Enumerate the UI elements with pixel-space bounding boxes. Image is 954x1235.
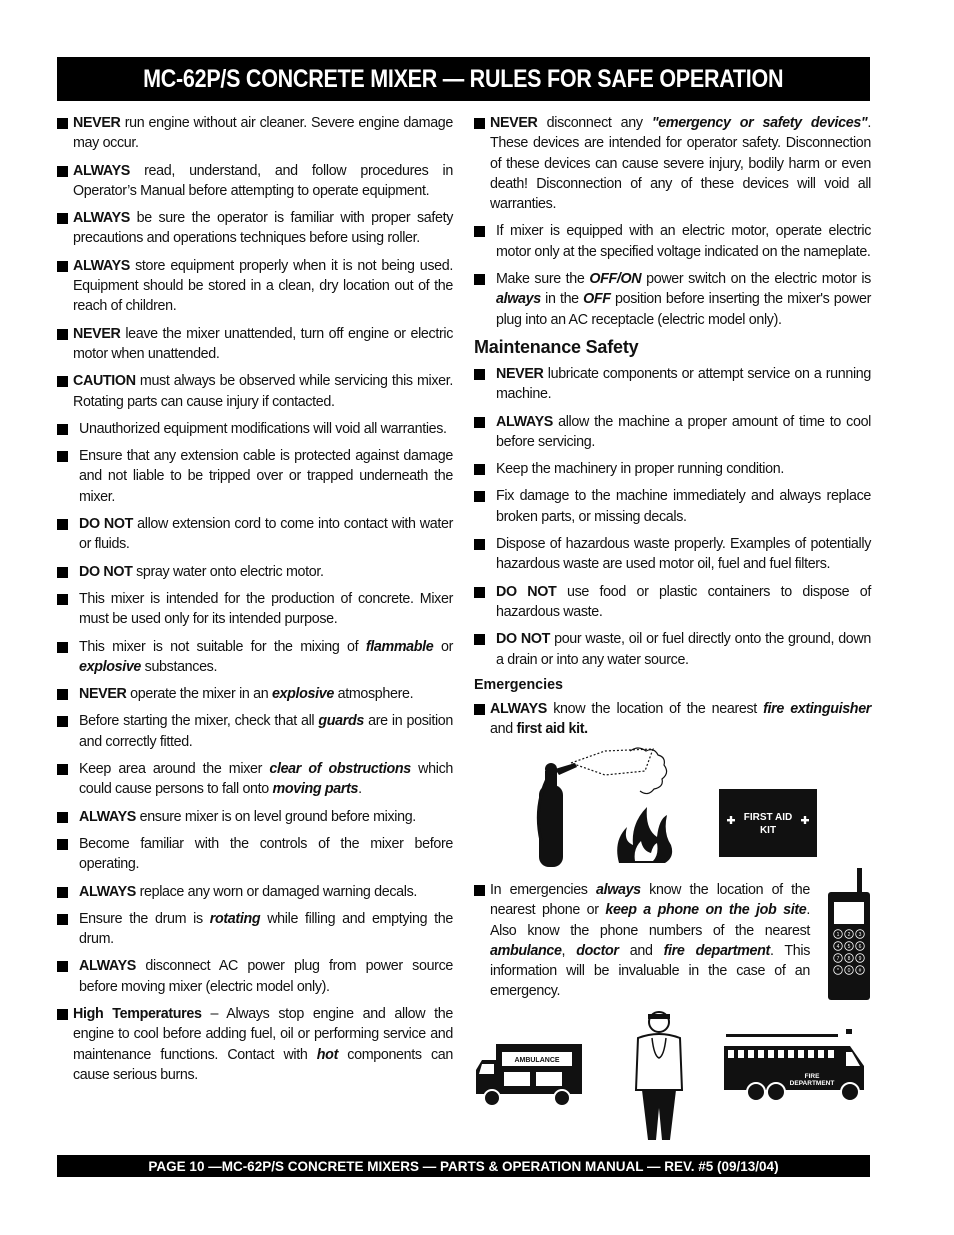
rule-text: or [433,638,453,655]
rule-keyword: ALWAYS [73,257,130,274]
rule-emphasis: flammable [365,638,434,655]
bullet-icon [57,961,68,972]
ladder-rail [726,1034,838,1037]
phone-key-label: 5 [847,944,851,950]
rule-emphasis: keep a phone on the job site [605,902,807,919]
bullet-icon [57,424,68,435]
plus-icon [730,816,732,824]
fire-truck-window [798,1050,804,1058]
rule-text: Dispose of hazardous waste properly. Examples of potentially hazardous waste are used motor oil, fuel and fuel filters. [496,536,871,573]
doctor-coat [636,1034,682,1090]
fire-extinguisher-illustration [535,745,680,870]
wheel-icon [484,1090,500,1106]
rule-text: Ensure that any extension cable is protected against damage and not liable to be tripped over or trapped underneath the mixer. [79,448,453,505]
rule-emphasis: fire extinguisher [763,700,872,717]
rule-item [57,1004,453,1085]
rule-text: store equipment properly when it is not being used. Equipment should be stored in a clean, dry location out of the reach of children. [73,257,453,315]
right-column [474,113,871,746]
rule-text: operate the mixer in an [126,686,272,703]
rule-text: must always be observed while servicing this mixer. Rotating parts can cause injury if contacted. [73,373,453,410]
rule-keyword: ALWAYS [79,883,136,900]
rule-keyword: NEVER [496,365,544,382]
bullet-icon [57,594,68,605]
phone-key-label: 6 [858,944,862,950]
first-aid-box [719,789,817,857]
phone-screen [834,902,864,924]
phone-key-label: 9 [858,956,862,962]
rule-keyword: NEVER [73,115,121,131]
rule-item [57,882,453,902]
page-title-bar [57,57,870,101]
rule-text: . [358,781,362,798]
bullet-icon [474,491,485,502]
fire-truck-window [808,1050,814,1058]
rule-text: Keep the machinery in proper running condition. [496,461,784,478]
rule-text: know the location of the nearest phone or [490,882,810,919]
siren-light [846,1029,852,1034]
bullet-icon [57,261,68,272]
fire-label: FIRE [804,1073,820,1080]
department-label: DEPARTMENT [789,1080,835,1087]
bullet-icon [474,417,485,428]
rule-text: while filling and emptying the drum. [79,910,453,948]
rule-item [474,269,871,330]
rule-item [57,113,453,154]
rule-item [57,909,453,950]
rule-text: This mixer is intended for the production of concrete. Mixer must be used only for its intended purpose. [79,590,453,628]
rule-keyword: DO NOT [79,563,133,580]
phone-key-label: 2 [847,932,851,938]
rule-keyword: NEVER [79,686,127,703]
doctor-head-mirror [648,1014,670,1019]
rule-keyword: ALWAYS [496,413,553,430]
phone-key-label: 8 [847,956,851,962]
fire-truck-window [788,1050,794,1058]
bullet-icon [57,764,68,775]
rule-item [474,486,871,527]
rule-emphasis: moving parts [272,781,359,798]
fire-truck-window [748,1050,754,1058]
rule-text: . Also know the phone numbers of the nearest [490,902,810,939]
bullet-icon [474,274,485,285]
bullet-icon [57,567,68,578]
emergency-phone-paragraph [474,880,810,1009]
rule-text: leave the mixer unattended, turn off engine or electric motor when unattended. [73,325,453,362]
rule-text: Become familiar with the controls of the mixer before operating. [79,835,453,873]
rule-text: allow the machine a proper amount of time to cool before servicing. [496,413,871,450]
extinguisher-body [539,785,563,867]
rule-item [474,534,871,575]
rule-item [474,699,871,740]
bullet-icon [57,642,68,653]
rule-keyword: DO NOT [496,631,550,648]
phone-key-label: 7 [836,956,840,962]
rule-emphasis: OFF/ON [589,271,642,288]
bullet-icon [57,213,68,224]
rule-item [474,113,871,214]
rule-item [57,208,453,249]
rule-item [57,256,453,317]
bullet-icon [57,118,68,129]
rule-keyword: ALWAYS [79,808,136,825]
rule-keyword: ALWAYS [79,958,136,975]
bullet-icon [474,539,485,550]
rule-item [57,956,453,997]
rule-text: be sure the operator is familiar with proper safety precautions and operations techniques before using roller. [73,210,453,247]
rule-emphasis: always [595,882,641,898]
rule-text: are in position and correctly fitted. [79,713,453,750]
rule-item [57,419,453,439]
fire-truck-window [818,1050,824,1058]
fire-truck-window [828,1050,834,1058]
rule-item [474,880,810,1002]
rule-text: power switch on the electric motor is [641,271,871,288]
rule-keyword: DO NOT [496,583,557,600]
mobile-phone-illustration [826,868,872,1002]
rule-text: This mixer is not suitable for the mixing of [79,638,366,655]
phone-key-label: 3 [858,932,862,938]
rule-text: . These devices are intended for operator safety. Disconnection of these devices can cause severe injury, bodily harm or even death! Disconnection of any of these devices will void all warranties. [490,115,871,213]
bullet-icon [474,464,485,475]
rule-item [57,161,453,202]
rule-text: position before inserting the mixer's power plug into an AC receptacle (electric model only). [496,291,871,328]
rule-text: disconnect AC power plug from power source before moving mixer (electric model only). [79,958,453,995]
bullet-icon [57,887,68,898]
rule-text: Before starting the mixer, check that all [79,713,319,730]
rule-text: In emergencies [490,882,596,898]
rule-text: components can cause serious burns. [73,1046,453,1083]
rule-text: and [490,721,517,738]
ambulance-label: AMBULANCE [514,1057,560,1064]
emergencies-heading: Emergencies [474,676,564,693]
fire-truck-window [768,1050,774,1058]
maintenance-safety-heading: Maintenance Safety [474,336,639,357]
bullet-icon [57,519,68,530]
fire-truck-window [728,1050,734,1058]
bullet-icon [57,689,68,700]
rule-text: read, understand, and follow procedures in Operator’s Manual before attempting to operate equipment. [73,162,453,199]
phone-key-label: 0 [847,968,851,974]
page-footer-text: PAGE 10 —MC-62P/S CONCRETE MIXERS — PARTS & OPERATION MANUAL — REV. #5 (09/13/04) [148,1158,779,1174]
rule-emphasis: explosive [79,658,142,675]
ambulance-illustration [474,1040,586,1108]
bullet-icon [57,914,68,925]
phone-key-label: 4 [836,944,840,950]
bullet-icon [474,118,485,129]
left-column [57,113,453,1092]
rule-text: run engine without air cleaner. Severe engine damage may occur. [73,115,453,152]
rule-emphasis: rotating [209,910,261,927]
rule-text: pour waste, oil or fuel directly onto the ground, down a drain or into any water source. [496,631,871,668]
rule-emphasis: explosive [271,686,334,703]
rule-item [474,629,871,670]
rule-text: If mixer is equipped with an electric motor, operate electric motor only at the specified voltage indicated on the nameplate. [496,223,871,260]
bullet-icon [474,634,485,645]
ambulance-window [536,1072,562,1086]
first-aid-kit-illustration [719,789,817,857]
rule-text: allow extension cord to come into contact with water or fluids. [79,516,453,553]
rule-item [57,684,453,704]
extinguisher-spray [571,749,653,775]
rule-text: atmosphere. [333,686,414,703]
rule-keyword: ALWAYS [490,700,547,717]
doctor-illustration [632,1008,688,1142]
rule-emphasis: fire department [663,942,770,959]
rule-text: substances. [141,658,218,675]
phone-key-label: 1 [836,932,840,938]
rule-emphasis: "emergency or safety devices" [651,115,868,131]
rule-text: disconnect any [537,115,652,131]
rule-emphasis: OFF [583,291,611,308]
rule-emphasis: guards [318,713,364,730]
rule-keyword: NEVER [490,115,538,131]
rule-keyword: first aid kit. [516,721,588,738]
bullet-icon [57,376,68,387]
first-aid-label: FIRST AID [743,812,793,823]
bullet-icon [57,812,68,823]
wheel-icon [747,1083,765,1101]
ambulance-box [496,1044,582,1094]
rule-item [57,371,453,412]
rule-text: Unauthorized equipment modifications will void all warranties. [79,420,447,437]
rule-text: know the location of the nearest [546,700,764,717]
bullet-icon [57,451,68,462]
wheel-icon [554,1090,570,1106]
rule-emphasis: doctor [576,942,619,959]
rule-item [57,324,453,365]
rule-text: replace any worn or damaged warning decals. [135,883,417,900]
rule-item [57,807,453,827]
kit-label: KIT [759,825,777,836]
rule-text: lubricate components or attempt service on a running machine. [496,365,871,403]
doctor-legs [642,1090,676,1140]
extinguisher-handle [555,763,577,775]
wheel-icon [841,1083,859,1101]
rule-item [474,221,871,262]
bullet-icon [474,885,485,896]
rule-keyword: ALWAYS [73,162,130,179]
fire-truck-illustration [722,1026,868,1104]
rule-text: Make sure the [496,271,590,288]
rule-item [57,637,453,678]
rule-emphasis: hot [316,1046,338,1063]
phone-key-label: * [837,968,839,974]
bullet-icon [474,226,485,237]
rule-text: – Always stop engine and allow the engine to cool before adding fuel, oil or performing service and maintenance functions. Contact with [73,1005,453,1063]
plus-icon [804,816,806,824]
smoke-cloud [630,748,667,794]
rule-keyword: NEVER [73,325,121,342]
fire-truck-window [778,1050,784,1058]
rule-emphasis: clear of obstructions [269,761,411,778]
rule-keyword: CAUTION [73,373,136,390]
rule-item [57,589,453,630]
bullet-icon [57,839,68,850]
rule-emphasis: always [496,291,541,308]
rule-item [474,412,871,453]
ambulance-window [504,1072,530,1086]
rule-text: . This information will be invaluable in the case of an emergency. [490,942,810,1000]
rule-text: spray water onto electric motor. [132,563,324,580]
phone-antenna [857,868,862,896]
rule-item [57,711,453,752]
rule-text: ensure mixer is on level ground before mixing. [135,808,416,825]
rule-text: Fix damage to the machine immediately and always replace broken parts, or missing decals. [496,488,871,525]
rule-text: , [561,942,577,959]
rule-item [57,446,453,507]
bullet-icon [474,587,485,598]
rule-item [474,364,871,405]
rule-keyword: High Temperatures [73,1005,202,1022]
page-title: MC-62P/S CONCRETE MIXER — RULES FOR SAFE OPERATION [143,64,784,93]
bullet-icon [57,1009,68,1020]
rule-text: in the [540,291,584,308]
wheel-icon [767,1083,785,1101]
bullet-icon [474,704,485,715]
bullet-icon [57,329,68,340]
phone-key-label: # [858,968,862,974]
rule-item [57,514,453,555]
rule-item [57,759,453,800]
rule-text: Keep area around the mixer [79,761,270,778]
rule-text: use food or plastic containers to dispose of hazardous waste. [496,583,871,620]
page-footer-bar [57,1155,870,1177]
fire-truck-window [738,1050,744,1058]
rule-item [57,562,453,582]
bullet-icon [57,166,68,177]
rule-item [57,834,453,875]
rule-item [474,582,871,623]
rule-text: which could cause persons to fall onto [79,761,453,798]
bullet-icon [474,369,485,380]
rule-keyword: DO NOT [79,516,134,533]
rule-text: Ensure the drum is [79,910,210,927]
rule-emphasis: ambulance [490,942,562,959]
rule-item [474,459,871,479]
bullet-icon [57,716,68,727]
rule-keyword: ALWAYS [73,210,130,227]
fire-truck-window [758,1050,764,1058]
rule-text: and [618,942,664,959]
